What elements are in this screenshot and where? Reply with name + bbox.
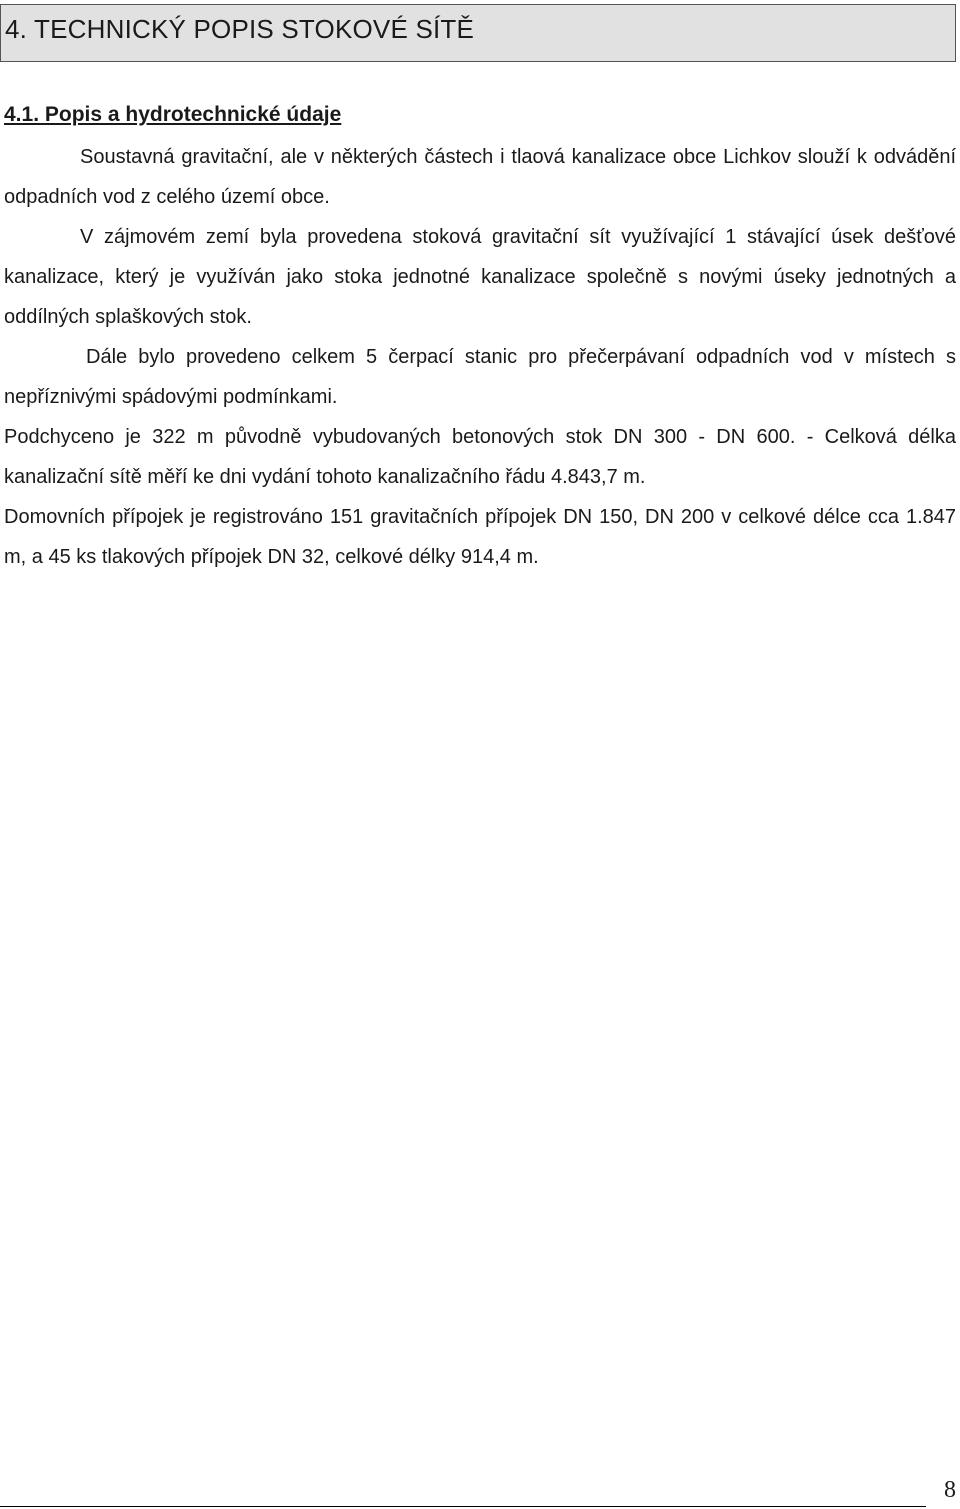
section-title: 4.1. Popis a hydrotechnické údaje (4, 103, 342, 126)
chapter-title: 4. TECHNICKÝ POPIS STOKOVÉ SÍTĚ (5, 14, 475, 44)
paragraph-intro: Soustavná gravitační, ale v některých částech i tlaová kanalizace obce Lichkov slouží k odvádění odpadních vod z celého území obce. (4, 146, 956, 208)
paragraph-pumping-stations: Dále bylo provedeno celkem 5 čerpací stanic pro přečerpávaní odpadních vod v místech s nepříznivými spádovými podmínkami. (4, 346, 956, 408)
paragraph-house-connections: Domovních přípojek je registrováno 151 gravitačních přípojek DN 150, DN 200 v celkové délce cca 1.847 m, a 45 ks tlakových přípojek DN 32, celkové délky 914,4 m. (4, 506, 956, 568)
paragraph-sewer-network: V zájmovém zemí byla provedena stoková gravitační sít využívající 1 stávající úsek dešťové kanalizace, který je využíván jako stoka jednotné kanalizace společně s novými úseky jednotných a oddílných splaškových stok. (4, 226, 956, 328)
footer-rule (0, 1506, 926, 1507)
paragraph-network-length: Podchyceno je 322 m původně vybudovaných betonových stok DN 300 - DN 600. - Celková délka kanalizační sítě měří ke dni vydání tohoto kanalizačního řádu 4.843,7 m. (4, 426, 956, 488)
page-number: 8 (944, 1477, 956, 1503)
chapter-heading-box (0, 4, 956, 62)
